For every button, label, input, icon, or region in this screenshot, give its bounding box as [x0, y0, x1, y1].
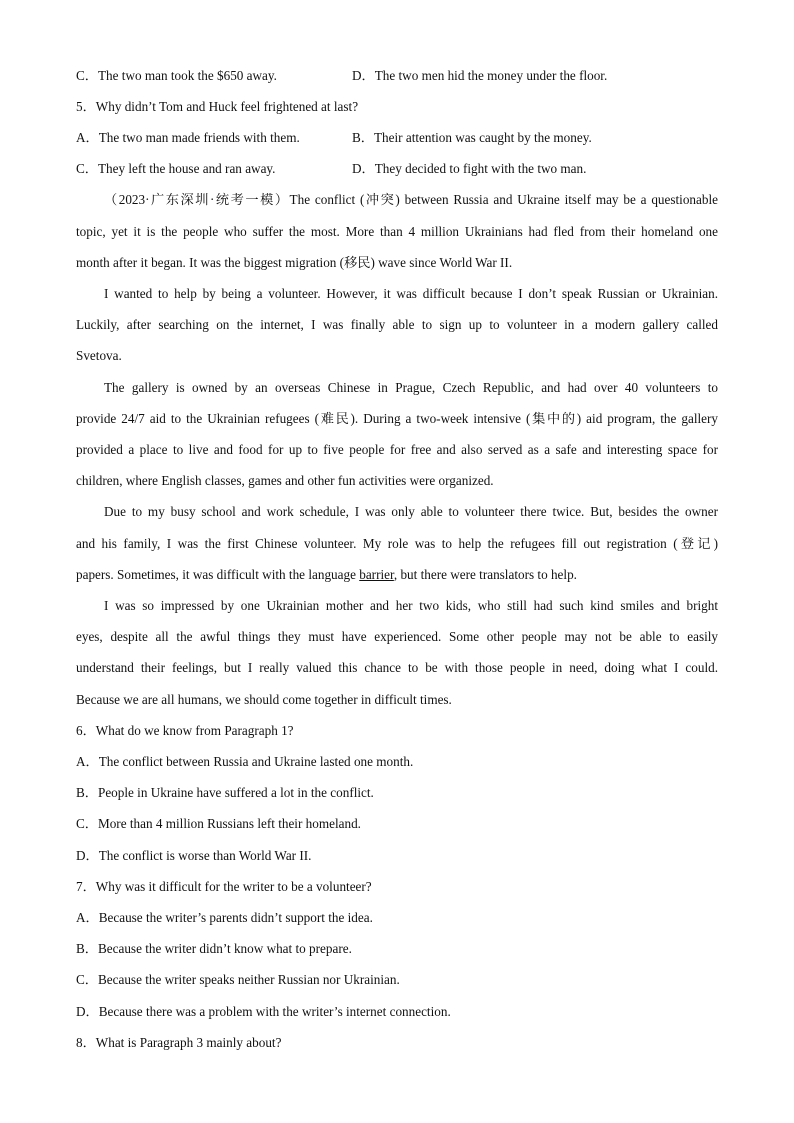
q5-option-b: B．Their attention was caught by the money.: [352, 130, 592, 145]
passage-p2-line1: I wanted to help by being a volunteer. However, it was difficult because I don’t speak Russian or Ukrainian.: [104, 286, 718, 301]
q5-option-c: C．They left the house and ran away.: [76, 161, 276, 176]
q7-option-d: D．Because there was a problem with the writer’s internet connection.: [76, 1004, 451, 1019]
passage-p3-line1: The gallery is owned by an overseas Chinese in Prague, Czech Republic, and had over 40 volunteers to: [104, 380, 718, 395]
passage-p1-line1: （2023·广东深圳·统考一模）The conflict (冲突) between Russia and Ukraine itself may be a questionable: [104, 192, 718, 207]
passage-p3-line3: provided a place to live and food for up to five people for free and also served as a safe and interesting space for: [76, 442, 718, 457]
q7-option-b: B．Because the writer didn’t know what to prepare.: [76, 941, 352, 956]
q7-stem: 7．Why was it difficult for the writer to be a volunteer?: [76, 879, 372, 894]
q4-option-c: C．The two man took the $650 away.: [76, 68, 277, 83]
q7-option-a: A．Because the writer’s parents didn’t support the idea.: [76, 910, 373, 925]
p4-line3-after: , but there were translators to help.: [393, 567, 577, 582]
passage-p5-line3: understand their feelings, but I really valued this chance to be with those people in need, doing what I could.: [76, 660, 718, 675]
q6-option-a: A．The conflict between Russia and Ukraine lasted one month.: [76, 754, 414, 769]
q5-stem: 5．Why didn’t Tom and Huck feel frightened at last?: [76, 99, 359, 114]
passage-p4-line1: Due to my busy school and work schedule, I was only able to volunteer there twice. But, besides the owner: [104, 504, 718, 519]
passage-p3-line4: children, where English classes, games and other fun activities were organized.: [76, 473, 494, 488]
passage-p5-line1: I was so impressed by one Ukrainian mother and her two kids, who still had such kind smiles and bright: [104, 598, 718, 613]
q6-stem: 6．What do we know from Paragraph 1?: [76, 723, 294, 738]
q6-option-d: D．The conflict is worse than World War II.: [76, 848, 312, 863]
passage-p2-line2: Luckily, after searching on the internet, I was finally able to sign up to volunteer in a modern gallery called: [76, 317, 718, 332]
p4-line3-before: papers. Sometimes, it was difficult with the language: [76, 567, 360, 582]
q7-option-c: C．Because the writer speaks neither Russian nor Ukrainian.: [76, 972, 400, 987]
passage-p1-line2: topic, yet it is the people who suffer the most. More than 4 million Ukrainians had fled from their homeland one: [76, 224, 718, 239]
passage-p2-line3: Svetova.: [76, 348, 122, 363]
passage-p4-line3: [76, 566, 577, 584]
passage-p5-line4: Because we are all humans, we should come together in difficult times.: [76, 692, 452, 707]
q5-option-d: D．They decided to fight with the two man.: [352, 161, 587, 176]
passage-p4-line2: and his family, I was the first Chinese volunteer. My role was to help the refugees fill out registration (登记): [76, 536, 718, 551]
passage-p3-line2: provide 24/7 aid to the Ukrainian refugees (难民). During a two-week intensive (集中的) aid program, the gallery: [76, 411, 718, 426]
q6-option-b: B．People in Ukraine have suffered a lot in the conflict.: [76, 785, 374, 800]
q8-stem: 8．What is Paragraph 3 mainly about?: [76, 1035, 282, 1050]
underlined-word-barrier: barrier: [359, 567, 394, 582]
q5-option-a: A．The two man made friends with them.: [76, 130, 300, 145]
q4-option-d: D．The two men hid the money under the floor.: [352, 68, 608, 83]
passage-p1-line3: month after it began. It was the biggest migration (移民) wave since World War II.: [76, 255, 513, 270]
q6-option-c: C．More than 4 million Russians left their homeland.: [76, 816, 361, 831]
passage-p5-line2: eyes, despite all the awful things they must have experienced. Some other people may not be able to easily: [76, 629, 718, 644]
